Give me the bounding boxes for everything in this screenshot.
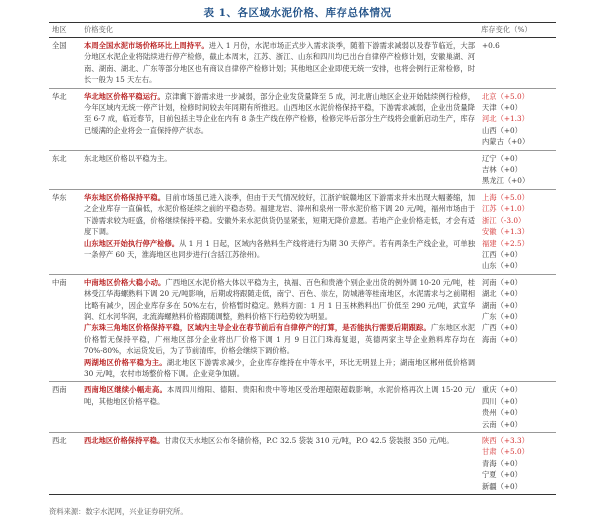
price-change-cell xyxy=(81,433,478,495)
table-row xyxy=(49,150,556,189)
inventory-change-cell xyxy=(478,382,556,433)
paragraph xyxy=(84,153,475,164)
paragraph-headline: 两湖地区价格平稳为主。 xyxy=(84,357,167,367)
table-header-row xyxy=(49,23,556,38)
paragraph-text: 广西地区水泥价格大体以平稳为主，执福、百色和贵港个别企业出货的例外调 10-20 元/吨，桂林受江华海螺熟料下调 20 元/吨影响，后期或将跟随走低，南宁、百色、崇左，防城港等桂南地区，水泥需求与之前期相比略有减少，因企业库存多在 50%左右，价格暂时稳定。熟料方面：1 月 1 日玉林熟料出厂价低至 290 元/吨，武宣华润、红水河华润，北流海螺熟料价格跟随调整，熟料价格下行趋势较为明显。 xyxy=(84,277,475,321)
paragraph xyxy=(84,40,475,86)
price-change-cell xyxy=(81,88,478,150)
paragraph xyxy=(84,435,475,446)
region-cell: 东北 xyxy=(49,150,81,189)
price-change-cell xyxy=(81,189,478,274)
table-row xyxy=(49,88,556,150)
inventory-change-value: 陕西（+3.3） xyxy=(482,436,529,445)
inventory-change-value: 湖北（+0） xyxy=(482,289,522,299)
inventory-change-cell xyxy=(478,88,556,150)
inventory-change-cell xyxy=(478,189,556,274)
paragraph-headline: 西南地区继续小幅走高。 xyxy=(84,385,168,395)
price-change-cell xyxy=(81,274,478,382)
paragraph-text: 本周四川绵阳、德阳、贵阳和贵中等地区受治理超限超载影响，水泥价格再次上调 15-20 元/吨，其他地区价格平稳。 xyxy=(84,385,475,406)
region-cell: 全国 xyxy=(49,38,81,89)
table-row xyxy=(49,433,556,495)
inventory-change-value: 青海（+0） xyxy=(482,458,522,468)
inventory-change-value: 北京（+5.0） xyxy=(482,91,529,101)
inventory-change-value: 安徽（+1.3） xyxy=(482,227,529,237)
header-inventory-change: 库存变化（%） xyxy=(478,23,556,38)
region-cell: 西北 xyxy=(49,433,81,495)
region-cell: 西南 xyxy=(49,382,81,433)
inventory-change-value: 浙江（-3.0） xyxy=(482,215,526,225)
inventory-change-value: 广西（+0） xyxy=(482,323,522,333)
inventory-change-value: 宁夏（+0） xyxy=(482,470,522,480)
paragraph-headline: 华东地区价格保持平稳。 xyxy=(84,192,166,202)
paragraph-text: 湖北地区下游需求减少，企业库存维持在中等水平，环比无明显上升；湖南地区郴州低价格调 30 元/吨，农村市场整价格下调。企业竞争加剧。 xyxy=(84,357,476,378)
paragraph xyxy=(84,277,475,323)
paragraph-headline: 中南地区价格大稳小动。 xyxy=(84,277,166,287)
inventory-change-cell xyxy=(478,274,556,382)
inventory-change-value: 新疆（+0） xyxy=(482,481,522,491)
inventory-change-value: 黑龙江（+0） xyxy=(482,176,530,186)
paragraph xyxy=(84,91,475,137)
table-row xyxy=(49,189,556,274)
inventory-change-value: 河南（+0） xyxy=(482,277,522,287)
region-cell: 华北 xyxy=(49,88,81,150)
inventory-change-value: +0.6 xyxy=(482,41,500,50)
table-body xyxy=(49,38,556,495)
paragraph-headline: 广东珠三角地区价格保持平稳，区域内主导企业在春节前后有自律停产的打算，是否能执行需要后期跟踪。 xyxy=(84,323,431,333)
header-region: 地区 xyxy=(49,23,81,38)
inventory-change-value: 上海（+5.0） xyxy=(482,192,529,202)
inventory-change-value: 甘肃（+5.0） xyxy=(482,447,529,457)
price-change-cell xyxy=(81,38,478,89)
paragraph xyxy=(84,384,475,407)
price-change-cell xyxy=(81,150,478,189)
inventory-change-value: 江西（+0） xyxy=(482,249,522,259)
source-note: 资料来源：数字水泥网，兴业证券研究所。 xyxy=(49,507,188,516)
paragraph-text: 甘肃仅天水地区公布冬储价格，P.C 32.5 袋装 310 元/吨，P.O 42.5 袋装报 350 元/吨。 xyxy=(164,436,454,445)
region-cell: 中南 xyxy=(49,274,81,382)
paragraph xyxy=(84,238,475,261)
paragraph-text: 东北地区价格以平稳为主。 xyxy=(84,153,172,163)
inventory-change-value: 重庆（+0） xyxy=(482,385,522,395)
paragraph-text: 目前市场虽已进入淡季，但由于天气情况较好，江浙沪皖赣地区下游需求并未出现大幅萎缩，加之企业库存一直偏低，水泥价格延续之前的平稳态势。福建龙岩、漳州和泉州一带水泥价格下调 20 元/吨，福州市场由于下游需求较为旺盛，价格继续保持平稳。安徽外来水泥供货仍显紧张，短期无降价意愿。若地产企业价格走低，才会有适度下调。 xyxy=(84,192,476,237)
table-title: 表 1、各区域水泥价格、库存总体情况 xyxy=(203,7,392,19)
inventory-change-value: 辽宁（+0） xyxy=(482,153,522,163)
inventory-change-value: 四川（+0） xyxy=(482,396,522,406)
table-row xyxy=(49,274,556,382)
inventory-change-value: 云南（+0） xyxy=(482,419,522,429)
paragraph-text: 从 1 月 1 日起，区域内各熟料生产线将进行为期 30 天停产。若有两条生产线企业，可单独一条停产 60 天，淮海地区也同步进行(含括江苏徐州)。 xyxy=(84,238,476,259)
inventory-change-value: 广东（+0） xyxy=(482,311,522,321)
inventory-change-value: 内蒙古（+0） xyxy=(482,137,530,147)
header-price-change: 价格变化 xyxy=(81,23,478,38)
inventory-change-cell xyxy=(478,433,556,495)
paragraph xyxy=(84,192,475,238)
inventory-change-value: 湖南（+0） xyxy=(482,300,522,310)
cement-price-table xyxy=(49,22,556,495)
region-cell: 华东 xyxy=(49,189,81,274)
table-row xyxy=(49,38,556,89)
paragraph-text: 进入 1 月份，水泥市场正式步入需求淡季，随着下游需求减弱以及春节临近，大部分地区水泥企业将陆续进行停产检修，截止本周末，江苏、浙江、山东和四川均已出台自律停产检修计划，安徽巢湖、河南、湖南、湖北、广东等部分地区也有商议自律停产检修计划；其他地区企业即使无统一安排，也将会例行正常检修，时长一般为 15 天左右。 xyxy=(84,41,476,85)
inventory-change-value: 吉林（+0） xyxy=(482,165,522,175)
inventory-change-value: 河北（+1.3） xyxy=(482,114,529,124)
inventory-change-value: 江苏（+1.0） xyxy=(482,204,529,214)
table-row xyxy=(49,382,556,433)
inventory-change-cell xyxy=(478,38,556,89)
inventory-change-value: 山西（+0） xyxy=(482,125,522,135)
paragraph-headline: 华北地区价格平稳运行。 xyxy=(84,91,165,101)
inventory-change-value: 天津（+0） xyxy=(482,103,522,113)
paragraph xyxy=(84,357,475,380)
inventory-change-value: 福建（+2.5） xyxy=(482,238,529,248)
paragraph-headline: 本周全国水泥市场价格环比上周持平。 xyxy=(84,41,209,50)
paragraph-text: 广东地区水泥价格暂无保持平稳，广州地区部分企业将出厂价格下调 1 月 9 日江门珠海复退，英德两家主导企业熟料库存均在 70%-80%，水运货发后，为了节前清库，价格会继续下调价格。 xyxy=(84,323,476,356)
paragraph-headline: 西北地区价格保持平稳。 xyxy=(84,436,165,445)
inventory-change-value: 山东（+0） xyxy=(482,261,522,271)
inventory-change-value: 海南（+0） xyxy=(482,334,522,344)
paragraph-text: 京津冀下游需求进一步减弱，部分企业发货量降至 5 成，河北唐山地区企业开始陆续例行检修，今年区域内无统一停产计划，检修时间较去年同期有所推迟。山西地区水泥价格保持平稳，下游需求减弱，企业出货量降至 6-7 成，临近春节，目前包括主导企业在内有 8 条生产线在停产检修，检修完毕后部分生产线将会重新启动生产，库存已缓满的企业将会一直保持停产状态。 xyxy=(84,91,476,135)
inventory-change-value: 贵州（+0） xyxy=(482,408,522,418)
inventory-change-cell xyxy=(478,150,556,189)
price-change-cell xyxy=(81,382,478,433)
paragraph xyxy=(84,322,475,356)
paragraph-headline: 山东地区开始执行停产检修。 xyxy=(84,238,180,248)
